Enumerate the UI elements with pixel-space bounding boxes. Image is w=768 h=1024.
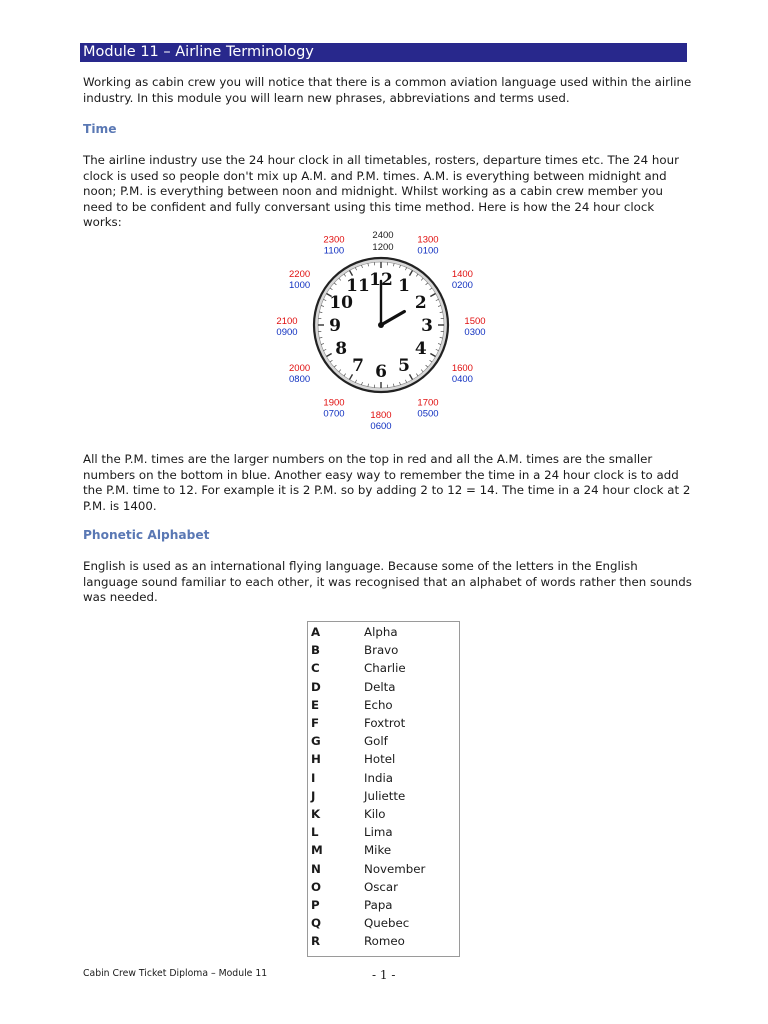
- alphabet-word: Lima: [364, 825, 393, 840]
- alphabet-word: Echo: [364, 697, 393, 712]
- alphabet-row: [308, 623, 461, 641]
- alphabet-row: [308, 932, 461, 950]
- clock-dial-number: 10: [329, 293, 353, 313]
- phonetic-alphabet-table: [307, 621, 460, 957]
- alphabet-word: Oscar: [364, 879, 398, 894]
- clock-label-pm: 2100: [276, 316, 298, 327]
- alphabet-row: [308, 823, 461, 841]
- clock-dial-number: 6: [375, 362, 387, 382]
- clock-label-am: 0100: [417, 245, 439, 257]
- alphabet-letter: N: [311, 861, 321, 876]
- alphabet-row: [308, 841, 461, 859]
- alphabet-word: India: [364, 770, 393, 785]
- alphabet-letter: E: [311, 697, 320, 712]
- clock-label-am: 0700: [323, 408, 345, 420]
- alphabet-letter: R: [311, 934, 321, 949]
- alphabet-row: [308, 860, 461, 878]
- alphabet-letter: K: [311, 807, 321, 821]
- alphabet-word: November: [364, 861, 426, 876]
- module-title-bar: [80, 43, 687, 62]
- 24-hour-clock-diagram: [270, 225, 500, 432]
- alphabet-letter: B: [311, 643, 320, 658]
- alphabet-row: [308, 641, 461, 659]
- clock-label-am: 0200: [451, 280, 473, 291]
- time-heading: Time: [83, 122, 117, 136]
- clock-label-pm: 1600: [451, 363, 473, 374]
- time-paragraph-2: All the P.M. times are the larger numbers on the top in red and all the A.M. times are the smaller numbers on the bottom in blue. Another easy way to remember the time in a 24 hour clock is to add the P.M. time to 12. For example it is 2 P.M. so by adding 2 to 12 = 14. The time in a 24 hour clock at 2 P.M. is 1400.: [83, 452, 691, 513]
- alphabet-letter: H: [311, 752, 321, 767]
- alphabet-letter: D: [311, 679, 321, 694]
- alphabet-row: [308, 696, 461, 714]
- clock-dial-number: 5: [398, 355, 410, 376]
- clock-center: [378, 322, 384, 328]
- alphabet-word: Alpha: [364, 625, 398, 639]
- clock-dial-number: 2: [414, 293, 427, 313]
- alphabet-letter: J: [311, 788, 316, 803]
- clock-dial-number: 9: [329, 316, 341, 336]
- alphabet-row: [308, 714, 461, 732]
- clock-label-am: 0900: [276, 327, 298, 338]
- phonetic-paragraph: English is used as an international flying language. Because some of the letters in the English language sound familiar to each other, it was recognised that an alphabet of words rather then sounds was needed.: [83, 559, 692, 604]
- clock-dial-number: 1: [398, 276, 410, 297]
- alphabet-letter: O: [311, 879, 322, 894]
- time-paragraph-1: The airline industry use the 24 hour clock in all timetables, rosters, departure times etc. The 24 hour clock is used so people don't mix up A.M. and P.M. times. A.M. is everything between midnight and noon; P.M. is everything between noon and midnight. Whilst working as a cabin crew member you need to be confident and fully conversant using this time method. Here is how the 24 hour clock works:: [83, 153, 679, 229]
- phonetic-heading: Phonetic Alphabet: [83, 528, 210, 542]
- alphabet-letter: I: [311, 770, 316, 785]
- alphabet-letter: P: [311, 898, 320, 912]
- alphabet-row: [308, 878, 461, 896]
- alphabet-row: [308, 732, 461, 750]
- page-number: - 1 -: [372, 968, 396, 982]
- clock-label-pm: 1400: [451, 269, 473, 280]
- clock-label-am: 1000: [289, 280, 311, 291]
- alphabet-word: Kilo: [364, 807, 386, 821]
- clock-label-am: 0600: [370, 421, 392, 432]
- clock-top-label-am: 1200: [372, 242, 394, 253]
- alphabet-word: Charlie: [364, 661, 406, 676]
- clock-dial-number: 12: [369, 270, 393, 290]
- clock-dial-number: 8: [335, 339, 348, 359]
- footer-title: Cabin Crew Ticket Diploma – Module 11: [83, 968, 268, 979]
- clock-label-pm: 1700: [417, 397, 439, 409]
- clock-label-am: 1100: [323, 245, 345, 257]
- alphabet-word: Foxtrot: [364, 716, 406, 730]
- clock-dial-number: 3: [421, 316, 433, 336]
- alphabet-row: [308, 750, 461, 768]
- clock-face: [314, 258, 448, 392]
- alphabet-word: Papa: [364, 898, 393, 912]
- clock-label-am: 0800: [289, 374, 311, 385]
- alphabet-word: Delta: [364, 679, 396, 694]
- clock-label-pm: 1300: [417, 234, 439, 246]
- intro-paragraph: Working as cabin crew you will notice that there is a common aviation language used within the airline industry. In this module you will learn new phrases, abbreviations and terms used.: [83, 75, 692, 105]
- clock-top-label-pm: 2400: [372, 230, 394, 241]
- alphabet-row: [308, 787, 461, 805]
- alphabet-word: Bravo: [364, 643, 399, 658]
- alphabet-row: [308, 805, 461, 823]
- module-title: Module 11 – Airline Terminology: [83, 44, 314, 60]
- clock-dial-number: 11: [346, 276, 370, 297]
- alphabet-letter: F: [311, 716, 320, 730]
- alphabet-row: [308, 896, 461, 914]
- alphabet-letter: Q: [311, 916, 322, 931]
- alphabet-row: [308, 678, 461, 696]
- clock-label-pm: 2300: [323, 234, 345, 246]
- alphabet-word: Quebec: [364, 916, 410, 931]
- alphabet-letter: M: [311, 843, 323, 858]
- clock-label-pm: 2000: [289, 363, 311, 374]
- alphabet-letter: A: [311, 625, 321, 639]
- alphabet-word: Romeo: [364, 934, 405, 949]
- clock-label-pm: 1500: [464, 316, 486, 327]
- alphabet-row: [308, 914, 461, 932]
- alphabet-letter: G: [311, 734, 321, 749]
- alphabet-row: [308, 769, 461, 787]
- alphabet-word: Mike: [364, 843, 392, 858]
- clock-label-pm: 1800: [370, 410, 392, 421]
- alphabet-letter: L: [311, 825, 319, 840]
- alphabet-row: [308, 659, 461, 677]
- clock-label-am: 0400: [451, 374, 473, 385]
- clock-label-pm: 1900: [323, 397, 345, 409]
- clock-dial-number: 4: [414, 339, 427, 359]
- clock-label-pm: 2200: [289, 269, 311, 280]
- clock-dial-number: 7: [352, 355, 364, 376]
- alphabet-letter: C: [311, 661, 320, 676]
- clock-label-am: 0300: [464, 327, 486, 338]
- alphabet-word: Golf: [364, 734, 388, 749]
- clock-label-am: 0500: [417, 408, 439, 420]
- alphabet-word: Hotel: [364, 752, 396, 767]
- alphabet-word: Juliette: [364, 788, 406, 803]
